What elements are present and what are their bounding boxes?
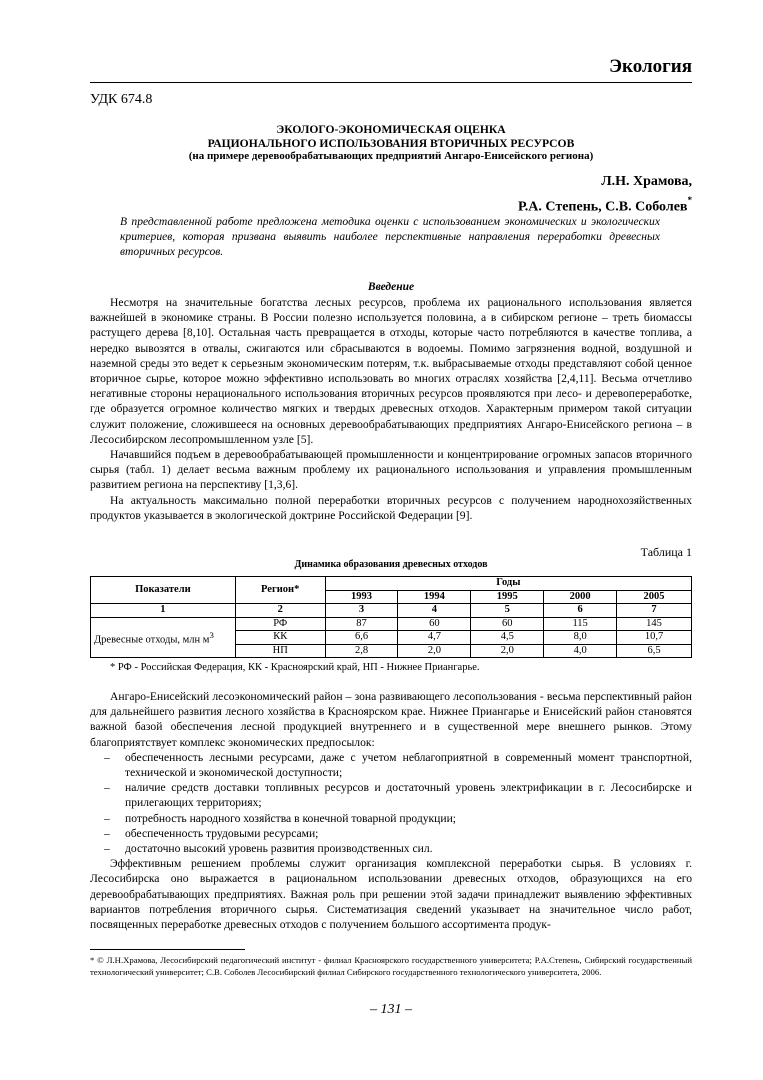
section-heading-intro: Введение [367,281,415,293]
table-number: Таблица 1 [640,545,692,559]
region-cell: НП [235,644,325,658]
region-cell: РФ [235,617,325,631]
paragraph: Эффективным решением проблемы служит организация комплексной переработки сырья. В условиях г. Лесосибирска оно выражается в рациональном использовании древесных отходов, образующихся на его деревообрабатывающих предприятиях. Важная роль при решении этой задачи принадлежит выявлению эффективных вариантов потребления вторичного сырья. Систематизация сведений указывает на значительное число работ, посвященных переработке древесных отходов с получением большого ассортимента продук- [90,857,692,932]
paragraph: Несмотря на значительные богатства лесных ресурсов, проблема их рационального использования является важнейшей в экономике страны. В России полезно используется половина, а в сибирском регионе – треть биомассы растущего дерева [8,10]. Остальная часть превращается в отходы, которые часто потребляются в качестве топлива, а нередко вывозятся в отвалы, сжигаются или сбрасываются в водоемы. Помимо загрязнения водной, воздушной и наземной среды это ведет к серьезным экономическим потерям, т.к. выбрасываемые отходы представляют собой ценное вторичное сырье, которое можно эффективно использовать во многих отраслях хозяйства [2,4,11]. Весьма отчетливо негативные стороны нерационального использования вторичных ресурсов проявляются при лесо- и деревопереработке, где образуется огромное количество мягких и твердых древесных отходов. Характерным примером такой ситуации служит положение, сложившееся на основных деревообрабатывающих предприятиях Ангаро-Енисейского региона – в Лесосибирском лесопромышленном узле [5]. [90,296,692,446]
value-cell: 2,0 [471,644,544,658]
footnote: * © Л.Н.Храмова, Лесосибирский педагогический институт - филиал Красноярского государственного университета; Р.А.Степень, Сибирский государственный технологический университет; С.В. Соболев Лесосибирский филиал Сибирского государственного технологического университета, 2006. [90,955,692,977]
preconditions-list [90,750,692,856]
value-cell: 4,0 [544,644,617,658]
table-caption: Динамика образования древесных отходов [294,559,488,570]
footnote-divider [90,949,245,950]
indicator-sup: 3 [209,629,214,640]
header-years: Годы [325,577,691,591]
dash-bullet: – [104,781,110,795]
value-cell: 115 [544,617,617,631]
column-number: 2 [235,604,325,618]
header-region: Регион* [235,577,325,604]
list-item-text: обеспеченность лесными ресурсами, даже с учетом неблагоприятной в современный момент транспортной, технической и экономической доступности; [125,750,692,780]
value-cell: 2,0 [398,644,471,658]
header-indicators: Показатели [91,577,236,604]
value-cell: 2,8 [325,644,398,658]
authors-line-1: Л.Н. Храмова, [601,174,692,189]
paragraph: Начавшийся подъем в деревообрабатывающей промышленности и концентрирование огромных запасов вторичного сырья (табл. 1) делает весьма важным проблему их рационального использования и управления промышленным развитием региона на перспективу [1,3,6]. [90,448,692,492]
year-header: 2000 [544,590,617,604]
list-item-text: наличие средств доставки топливных ресурсов и достаточный уровень электрификации в г. Лесосибирске и прилегающих территориях; [125,781,692,810]
value-cell: 4,7 [398,631,471,645]
value-cell: 60 [398,617,471,631]
column-number: 4 [398,604,471,618]
column-number: 7 [617,604,692,618]
list-item-text: потребность народного хозяйства в конечной товарной продукции; [125,811,457,825]
waste-table [90,576,692,658]
list-item [90,826,692,841]
list-item-text: обеспеченность трудовыми ресурсами; [125,826,319,840]
value-cell: 10,7 [617,631,692,645]
page-number: – 131 – [370,1002,412,1017]
year-header: 2005 [617,590,692,604]
dash-bullet: – [104,842,110,856]
authors-names: Р.А. Степень, С.В. Соболев [518,199,688,215]
indicator-cell [91,617,236,658]
section2-body [90,689,692,932]
year-header: 1995 [471,590,544,604]
value-cell: 6,6 [325,631,398,645]
list-item-text: достаточно высокий уровень развития производственных сил. [125,842,433,856]
year-header: 1993 [325,590,398,604]
title-subtitle: (на примере деревообрабатывающих предприятий Ангаро-Енисейского региона) [188,150,594,162]
article-title [90,123,692,164]
paragraph: Ангаро-Енисейский лесоэкономический район – зона развивающего лесопользования - весьма перспективный район для дальнейшего развития лесного хозяйства в Красноярском крае. Нижнее Приангарье и Енисейский район становятся важной базой обеспечения лесной продукцией внутреннего и в существенной мере внешнего рынков. Этому благоприятствует комплекс экономических предпосылок: [90,690,692,749]
value-cell: 145 [617,617,692,631]
column-number: 6 [544,604,617,618]
paragraph: На актуальность максимально полной переработки вторичных ресурсов с получением народнохозяйственных продуктов указывается в экологической доктрине Российской Федерации [9]. [90,493,692,522]
intro-body [90,295,692,523]
abstract: В представленной работе предложена методика оценки с использованием экономических и экологических критериев, которая призвана выявить наиболее перспективные направления переработки древесных вторичных ресурсов. [120,215,660,258]
table-note: * РФ - Российская Федерация, КК - Красноярский край, НП - Нижнее Приангарье. [110,662,480,673]
dash-bullet: – [104,811,110,825]
table-row [91,617,692,631]
title-line-1: ЭКОЛОГО-ЭКОНОМИЧЕСКАЯ ОЦЕНКА [276,123,506,136]
value-cell: 87 [325,617,398,631]
value-cell: 4,5 [471,631,544,645]
column-number: 1 [91,604,236,618]
region-cell: КК [235,631,325,645]
value-cell: 60 [471,617,544,631]
column-number: 5 [471,604,544,618]
year-header: 1994 [398,590,471,604]
list-item [90,841,692,856]
authors [518,172,692,218]
title-line-2: РАЦИОНАЛЬНОГО ИСПОЛЬЗОВАНИЯ ВТОРИЧНЫХ РЕСУРСОВ [207,136,575,150]
value-cell: 6,5 [617,644,692,658]
value-cell: 8,0 [544,631,617,645]
dash-bullet: – [104,826,110,840]
list-item [90,750,692,780]
footnote-mark: * [687,195,692,205]
indicator-label: Древесные отходы, млн м [94,634,210,645]
journal-section-title: Экология [609,56,692,77]
dash-bullet: – [104,750,110,764]
udk-code: УДК 674.8 [90,92,153,107]
list-item [90,780,692,810]
list-item [90,811,692,826]
header-divider [90,82,692,83]
column-number: 3 [325,604,398,618]
